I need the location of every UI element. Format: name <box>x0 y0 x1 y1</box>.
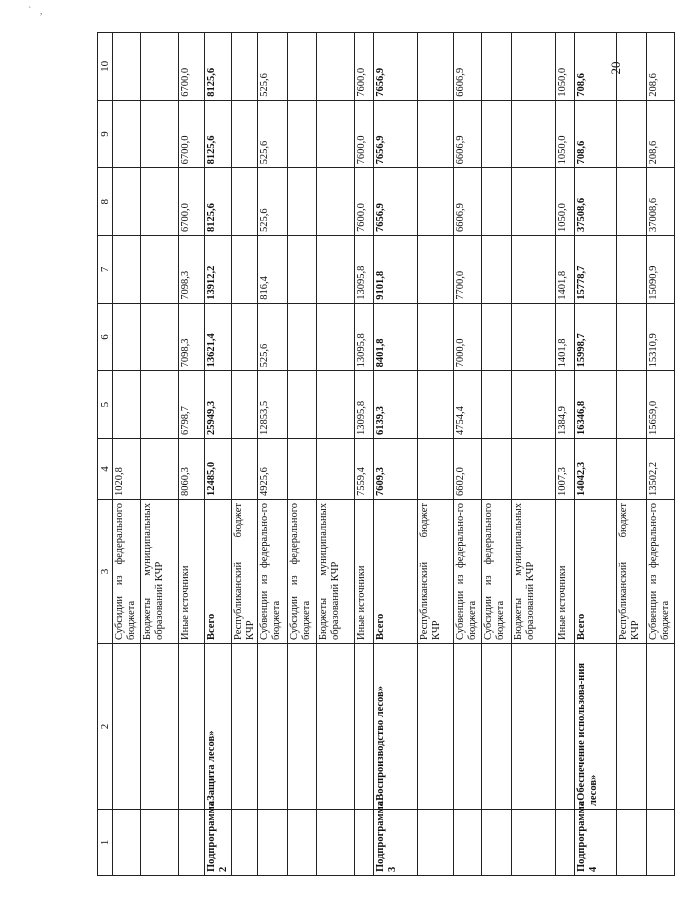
table-row <box>141 33 179 876</box>
value-cell: 15778,7 <box>575 236 617 304</box>
funding-source-cell: Субвенции из федерально-го бюджета <box>647 500 675 644</box>
subprogram-name-cell <box>556 644 575 810</box>
funding-source-cell: Субсидии из федерального бюджета <box>482 500 512 644</box>
subprogram-cell <box>231 810 258 876</box>
funding-source-cell: Бюджеты муниципальных образований КЧР <box>141 500 179 644</box>
subprogram-name-cell <box>355 644 374 810</box>
scan-corner-marks: ` , <box>28 6 46 17</box>
header-cell: 4 <box>98 439 113 500</box>
value-cell <box>418 439 454 500</box>
subprogram-cell <box>418 810 454 876</box>
value-cell <box>288 33 317 101</box>
rotated-table-frame <box>97 33 672 876</box>
value-cell: 525,6 <box>258 33 288 101</box>
value-cell: 8125,6 <box>205 100 232 168</box>
subprogram-cell: Подпрограмма 4 <box>575 810 617 876</box>
value-cell <box>482 439 512 500</box>
table-row <box>258 33 288 876</box>
value-cell <box>317 371 355 439</box>
subprogram-cell <box>512 810 556 876</box>
value-cell <box>231 100 258 168</box>
header-cell: 3 <box>98 500 113 644</box>
value-cell <box>288 100 317 168</box>
value-cell: 7098,3 <box>179 303 205 371</box>
value-cell <box>617 439 647 500</box>
value-cell: 708,6 <box>575 100 617 168</box>
table-row <box>205 33 232 876</box>
value-cell <box>317 168 355 236</box>
subprogram-cell <box>113 810 141 876</box>
value-cell: 14042,3 <box>575 439 617 500</box>
value-cell: 1050,0 <box>556 168 575 236</box>
subprogram-cell <box>288 810 317 876</box>
value-cell <box>617 168 647 236</box>
value-cell: 12485,0 <box>205 439 232 500</box>
value-cell: 1050,0 <box>556 100 575 168</box>
value-cell <box>512 439 556 500</box>
value-cell <box>231 371 258 439</box>
value-cell: 15090,9 <box>647 236 675 304</box>
value-cell: 4754,4 <box>454 371 482 439</box>
value-cell: 6606,9 <box>454 168 482 236</box>
table-row <box>374 33 418 876</box>
value-cell: 9101,8 <box>374 236 418 304</box>
funding-source-cell: Субсидии из федерального бюджета <box>113 500 141 644</box>
value-cell: 1401,8 <box>556 303 575 371</box>
value-cell: 16346,8 <box>575 371 617 439</box>
table-row <box>647 33 675 876</box>
value-cell: 7656,9 <box>374 168 418 236</box>
value-cell: 525,6 <box>258 303 288 371</box>
table-row <box>512 33 556 876</box>
subprogram-cell <box>482 810 512 876</box>
value-cell: 7600,0 <box>355 100 374 168</box>
value-cell: 208,6 <box>647 33 675 101</box>
value-cell: 8125,6 <box>205 33 232 101</box>
header-cell: 8 <box>98 168 113 236</box>
value-cell: 6606,9 <box>454 100 482 168</box>
value-cell: 13912,2 <box>205 236 232 304</box>
value-cell: 7600,0 <box>355 168 374 236</box>
funding-source-cell: Бюджеты муниципальных образований КЧР <box>512 500 556 644</box>
subprogram-name-cell <box>317 644 355 810</box>
value-cell: 25949,3 <box>205 371 232 439</box>
value-cell <box>141 33 179 101</box>
page-number: 20 <box>608 61 623 75</box>
value-cell: 6700,0 <box>179 100 205 168</box>
value-cell <box>418 303 454 371</box>
value-cell <box>482 303 512 371</box>
funding-source-cell: Всего <box>575 500 617 644</box>
value-cell: 8125,6 <box>205 168 232 236</box>
value-cell <box>141 236 179 304</box>
value-cell <box>113 236 141 304</box>
value-cell: 37508,6 <box>575 168 617 236</box>
header-cell: 2 <box>98 644 113 810</box>
value-cell <box>317 303 355 371</box>
value-cell <box>113 168 141 236</box>
value-cell: 525,6 <box>258 168 288 236</box>
table-row <box>355 33 374 876</box>
funding-source-cell: Бюджеты муниципальных образований КЧР <box>317 500 355 644</box>
value-cell <box>418 168 454 236</box>
value-cell <box>113 371 141 439</box>
value-cell <box>141 100 179 168</box>
value-cell <box>288 439 317 500</box>
value-cell <box>141 303 179 371</box>
value-cell <box>141 371 179 439</box>
header-cell: 7 <box>98 236 113 304</box>
value-cell <box>113 100 141 168</box>
budget-table <box>97 32 675 876</box>
table-row <box>288 33 317 876</box>
value-cell <box>288 168 317 236</box>
funding-source-cell: Субвенции из федерально-го бюджета <box>258 500 288 644</box>
value-cell <box>141 168 179 236</box>
value-cell <box>617 100 647 168</box>
value-cell <box>512 371 556 439</box>
funding-source-cell: Республиканский бюджет КЧР <box>418 500 454 644</box>
funding-source-cell: Республиканский бюджет КЧР <box>617 500 647 644</box>
value-cell <box>617 303 647 371</box>
subprogram-cell: Подпрограмма 2 <box>205 810 232 876</box>
subprogram-cell: Подпрограмма 3 <box>374 810 418 876</box>
value-cell <box>113 33 141 101</box>
subprogram-name-cell <box>512 644 556 810</box>
table-row <box>113 33 141 876</box>
value-cell <box>617 33 647 101</box>
value-cell <box>288 371 317 439</box>
value-cell: 1401,8 <box>556 236 575 304</box>
value-cell: 7609,3 <box>374 439 418 500</box>
subprogram-name-cell <box>258 644 288 810</box>
value-cell <box>317 33 355 101</box>
value-cell <box>317 439 355 500</box>
value-cell: 8401,8 <box>374 303 418 371</box>
subprogram-cell <box>141 810 179 876</box>
subprogram-name-cell: «Обеспечение использова-ния лесов» <box>575 644 617 810</box>
value-cell: 15998,7 <box>575 303 617 371</box>
value-cell: 13095,8 <box>355 303 374 371</box>
value-cell <box>512 33 556 101</box>
subprogram-name-cell: «Защита лесов» <box>205 644 232 810</box>
value-cell: 208,6 <box>647 100 675 168</box>
value-cell: 7656,9 <box>374 100 418 168</box>
value-cell <box>231 439 258 500</box>
value-cell: 7656,9 <box>374 33 418 101</box>
value-cell: 12853,5 <box>258 371 288 439</box>
table-row <box>575 33 617 876</box>
value-cell: 15310,9 <box>647 303 675 371</box>
value-cell: 1007,3 <box>556 439 575 500</box>
header-cell: 5 <box>98 371 113 439</box>
value-cell <box>418 236 454 304</box>
value-cell <box>231 33 258 101</box>
funding-source-cell: Иные источники <box>556 500 575 644</box>
value-cell: 15659,0 <box>647 371 675 439</box>
subprogram-name-cell <box>482 644 512 810</box>
subprogram-name-cell <box>141 644 179 810</box>
value-cell: 1050,0 <box>556 33 575 101</box>
funding-source-cell: Всего <box>374 500 418 644</box>
value-cell <box>512 100 556 168</box>
value-cell: 8060,3 <box>179 439 205 500</box>
value-cell: 13095,8 <box>355 236 374 304</box>
table-row <box>179 33 205 876</box>
table-row <box>556 33 575 876</box>
subprogram-name-cell <box>617 644 647 810</box>
value-cell: 7098,3 <box>179 236 205 304</box>
value-cell <box>317 100 355 168</box>
subprogram-name-cell <box>231 644 258 810</box>
value-cell <box>231 303 258 371</box>
value-cell: 1020,8 <box>113 439 141 500</box>
table-row <box>418 33 454 876</box>
table-body <box>98 33 675 876</box>
subprogram-cell <box>179 810 205 876</box>
value-cell <box>418 371 454 439</box>
value-cell <box>617 236 647 304</box>
value-cell: 6139,3 <box>374 371 418 439</box>
header-row <box>98 33 113 876</box>
value-cell: 7700,0 <box>454 236 482 304</box>
header-cell: 9 <box>98 100 113 168</box>
header-cell: 1 <box>98 810 113 876</box>
table-row <box>617 33 647 876</box>
value-cell: 7600,0 <box>355 33 374 101</box>
subprogram-name-cell <box>647 644 675 810</box>
value-cell <box>482 371 512 439</box>
value-cell: 37008,6 <box>647 168 675 236</box>
value-cell: 13095,8 <box>355 371 374 439</box>
value-cell <box>113 303 141 371</box>
value-cell <box>317 236 355 304</box>
value-cell: 1384,9 <box>556 371 575 439</box>
value-cell <box>141 439 179 500</box>
value-cell: 6700,0 <box>179 33 205 101</box>
value-cell: 708,6 <box>575 33 617 101</box>
value-cell <box>288 236 317 304</box>
value-cell <box>512 168 556 236</box>
value-cell: 7559,4 <box>355 439 374 500</box>
value-cell: 816,4 <box>258 236 288 304</box>
value-cell: 6700,0 <box>179 168 205 236</box>
value-cell <box>482 33 512 101</box>
subprogram-cell <box>317 810 355 876</box>
value-cell <box>231 236 258 304</box>
value-cell <box>288 303 317 371</box>
subprogram-cell <box>617 810 647 876</box>
value-cell <box>617 371 647 439</box>
subprogram-name-cell <box>179 644 205 810</box>
value-cell: 13621,4 <box>205 303 232 371</box>
value-cell <box>231 168 258 236</box>
value-cell <box>512 236 556 304</box>
funding-source-cell: Субвенции из федерально-го бюджета <box>454 500 482 644</box>
subprogram-cell <box>647 810 675 876</box>
funding-source-cell: Иные источники <box>179 500 205 644</box>
subprogram-name-cell <box>418 644 454 810</box>
subprogram-name-cell <box>113 644 141 810</box>
table-wrapper <box>97 33 672 876</box>
subprogram-cell <box>355 810 374 876</box>
value-cell <box>482 236 512 304</box>
table-row <box>317 33 355 876</box>
value-cell <box>482 168 512 236</box>
funding-source-cell: Всего <box>205 500 232 644</box>
subprogram-name-cell: «Воспроизводство лесов» <box>374 644 418 810</box>
value-cell: 525,6 <box>258 100 288 168</box>
table-row <box>454 33 482 876</box>
value-cell: 13502,2 <box>647 439 675 500</box>
funding-source-cell: Иные источники <box>355 500 374 644</box>
value-cell: 4925,6 <box>258 439 288 500</box>
table-row <box>231 33 258 876</box>
subprogram-name-cell <box>288 644 317 810</box>
subprogram-cell <box>556 810 575 876</box>
value-cell: 6602,0 <box>454 439 482 500</box>
value-cell: 6798,7 <box>179 371 205 439</box>
header-cell: 10 <box>98 33 113 101</box>
table-row <box>482 33 512 876</box>
funding-source-cell: Республиканский бюджет КЧР <box>231 500 258 644</box>
subprogram-cell <box>454 810 482 876</box>
funding-source-cell: Субсидии из федерального бюджета <box>288 500 317 644</box>
value-cell: 7000,0 <box>454 303 482 371</box>
value-cell <box>482 100 512 168</box>
value-cell <box>418 100 454 168</box>
value-cell: 6606,9 <box>454 33 482 101</box>
subprogram-cell <box>258 810 288 876</box>
subprogram-name-cell <box>454 644 482 810</box>
value-cell <box>512 303 556 371</box>
value-cell <box>418 33 454 101</box>
header-cell: 6 <box>98 303 113 371</box>
